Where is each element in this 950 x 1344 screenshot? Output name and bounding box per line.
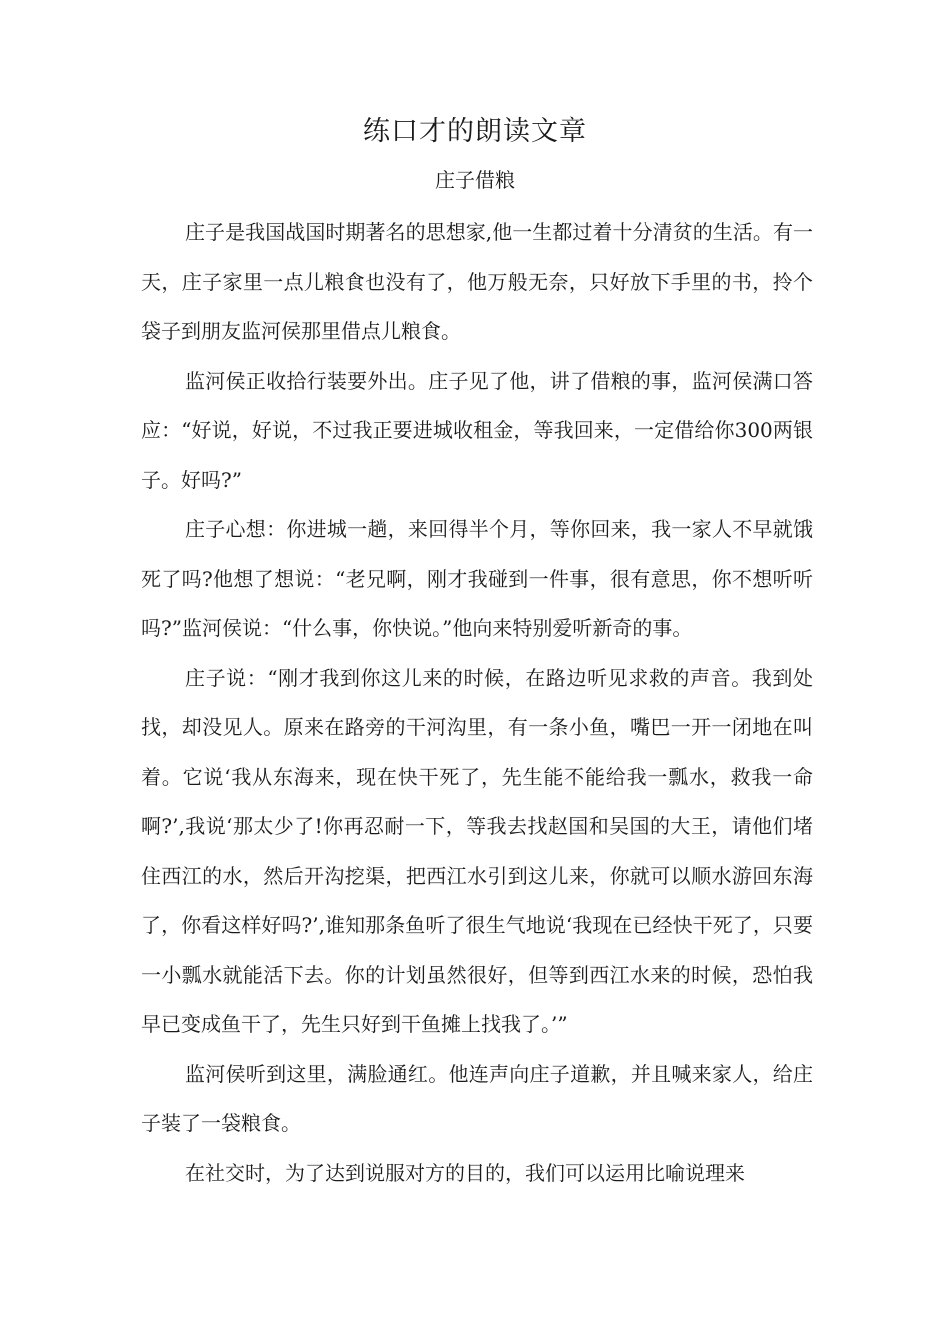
paragraph: 监河侯听到这里，满脸通红。他连声向庄子道歉，并且喊来家人，给庄子装了一袋粮食。 [141, 1061, 813, 1135]
document-subtitle: 庄子借粮 [435, 168, 515, 192]
document-body [141, 208, 813, 1198]
document-title: 练口才的朗读文章 [363, 116, 587, 147]
paragraph: 监河侯正收拾行装要外出。庄子见了他，讲了借粮的事，监河侯满口答应：“好说，好说，不过我正要进城收租金，等我回来，一定借给你300两银子。好吗?” [141, 368, 813, 492]
paragraph: 庄子是我国战国时期著名的思想家,他一生都过着十分清贫的生活。有一天，庄子家里一点儿粮食也没有了，他万般无奈，只好放下手里的书，拎个袋子到朋友监河侯那里借点儿粮食。 [141, 220, 813, 343]
paragraph: 庄子说：“刚才我到你这儿来的时候，在路边听见求救的声音。我到处找，却没见人。原来在路旁的干河沟里，有一条小鱼，嘴巴一开一闭地在叫着。它说‘我从东海来，现在快干死了，先生能不能给我一瓢水，救我一命啊?’,我说‘那太少了!你再忍耐一下，等我去找赵国和吴国的大王，请他们堵住西江的水，然后开沟挖渠，把西江水引到这儿来，你就可以顺水游回东海了，你看这样好吗?’,谁知那条鱼听了很生气地说‘我现在已经快干死了，只要一小瓢水就能活下去。你的计划虽然很好，但等到西江水来的时候，恐怕我早已变成鱼干了，先生只好到干鱼摊上找我了。’” [141, 665, 813, 1036]
paragraph: 庄子心想：你进城一趟，来回得半个月，等你回来，我一家人不早就饿死了吗?他想了想说：“老兄啊，刚才我碰到一件事，很有意思，你不想听听吗?”监河侯说：“什么事，你快说。”他向来特别爱听新奇的事。 [141, 517, 813, 640]
paragraph: 在社交时，为了达到说服对方的目的，我们可以运用比喻说理来 [185, 1160, 745, 1185]
